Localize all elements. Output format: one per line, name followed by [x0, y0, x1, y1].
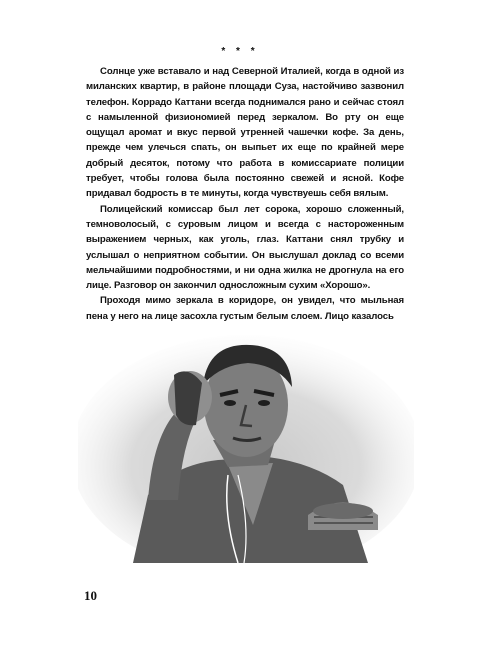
- section-separator: * * *: [221, 46, 259, 57]
- page-number: 10: [84, 588, 97, 603]
- paragraph-2: Полицейский комиссар был лет сорока, хорошо сложенный, темноволосый, с суровым лицом и всегда с настороженным выражением черных, как уголь, глаз. Каттани снял трубку и услышал о неприятном событии. Он выслушал доклад со всеми мельчайшими подробностями, и ни одна жилка не дрогнула на его лице. Разговор он закончил односложным сухим «Хорошо».: [86, 203, 404, 292]
- paragraph-1: Солнце уже вставало и над Северной Италией, когда в одной из миланских квартир, в районе площади Суза, настойчиво зазвонил телефон. Коррадо Каттани всегда поднимался рано и сейчас стоял с намыленной физиономией перед зеркалом. Во рту он еще ощущал аромат и вкус первой утренней чашечки кофе. За день, прежде чем улечься спать, он выпьет их еще по крайней мере добрый десяток, потому что работа в комиссариате полиции требует, чтобы голова была постоянно свежей и ясной. Кофе придавал бодрость в те минуты, когда чувствуешь себя вялым.: [86, 66, 404, 200]
- body-text: [86, 64, 404, 324]
- illustration-man-on-phone: [78, 325, 414, 563]
- paragraph-3: Проходя мимо зеркала в коридоре, он увидел, что мыльная пена у него на лице засохла густым белым слоем. Лицо казалось: [86, 295, 404, 322]
